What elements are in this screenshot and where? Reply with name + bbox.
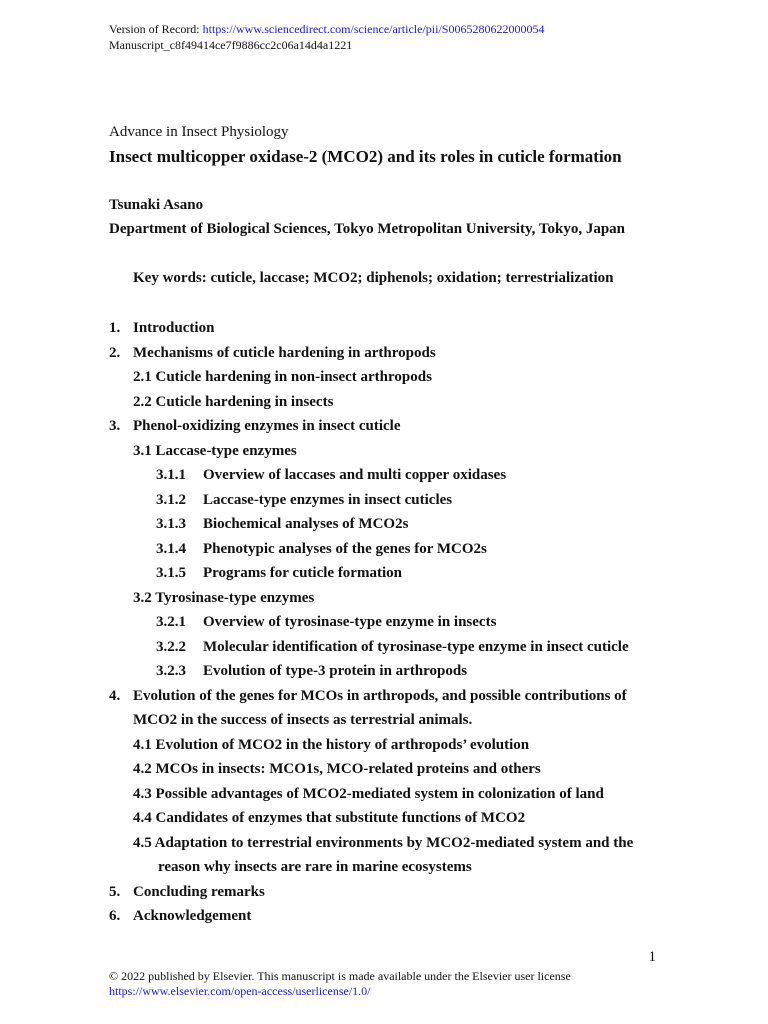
toc-text: Mechanisms of cuticle hardening in arthropods [133,344,436,361]
toc-text: Evolution of type-3 protein in arthropods [203,663,468,679]
toc-text: 4.2 MCOs in insects: MCO1s, MCO-related proteins and others [133,761,541,777]
toc-number: 3.2.2 [156,638,186,655]
toc-number: 6. [109,908,121,924]
toc-text: Overview of laccases and multi copper oxidases [203,467,507,483]
toc-text: reason why insects are rare in marine ecosystems [158,859,472,875]
toc-number: 4. [109,687,121,704]
toc-text: 4.1 Evolution of MCO2 in the history of arthropods’ evolution [133,736,530,753]
toc-text: 2.2 Cuticle hardening in insects [133,393,334,410]
toc-text: Phenotypic analyses of the genes for MCO2s [203,540,487,557]
journal-name: Advance in Insect Physiology [109,124,289,140]
toc-text: Laccase-type enzymes in insect cuticles [203,491,453,508]
toc-text: 4.3 Possible advantages of MCO2-mediated system in colonization of land [133,785,604,802]
license-url-link[interactable]: https://www.elsevier.com/open-access/userlicense/1.0/ [109,984,371,998]
toc-text: 3.1 Laccase-type enzymes [133,442,297,459]
version-of-record-line [109,22,544,36]
toc-text: Overview of tyrosinase-type enzyme in insects [203,614,497,630]
toc-text: Acknowledgement [133,908,252,924]
keywords: Key words: cuticle, laccase; MCO2; diphenols; oxidation; terrestrialization [133,270,614,286]
article-title: Insect multicopper oxidase-2 (MCO2) and its roles in cuticle formation [109,147,622,166]
manuscript-id: Manuscript_c8f49414ce7f9886cc2c06a14d4a1221 [109,38,353,52]
toc-number: 2. [109,344,121,361]
author-name: Tsunaki Asano [109,197,204,213]
license-line [109,984,370,998]
toc-text: Introduction [133,320,215,336]
page-number: 1 [648,949,656,965]
toc-number: 3.1.5 [156,565,186,581]
toc-number: 3.1.2 [156,491,186,508]
toc-number: 5. [109,883,121,900]
toc-number: 3.1.4 [156,540,186,557]
toc-text: Biochemical analyses of MCO2s [203,516,409,532]
toc-number: 3.2.3 [156,663,186,679]
toc-text: Molecular identification of tyrosinase-type enzyme in insect cuticle [203,638,629,655]
toc-text: 3.2 Tyrosinase-type enzymes [133,589,315,606]
toc-text: Evolution of the genes for MCOs in arthropods, and possible contributions of [133,687,627,704]
toc-number: 3. [109,418,121,434]
license-text: © 2022 published by Elsevier. This manuscript is made available under the Elsevier user license [109,969,571,983]
author-affiliation: Department of Biological Sciences, Tokyo Metropolitan University, Tokyo, Japan [109,221,625,237]
toc-text: 4.5 Adaptation to terrestrial environments by MCO2-mediated system and the [133,834,634,851]
toc-text: Programs for cuticle formation [203,565,402,581]
toc-text: Concluding remarks [133,883,265,900]
toc-text: 2.1 Cuticle hardening in non-insect arthropods [133,369,432,385]
toc-number: 3.1.1 [156,467,186,483]
version-url-link[interactable]: https://www.sciencedirect.com/science/article/pii/S0065280622000054 [202,22,545,36]
toc-text: 4.4 Candidates of enzymes that substitute functions of MCO2 [133,810,526,826]
toc-number: 3.1.3 [156,516,186,532]
toc-text: MCO2 in the success of insects as terrestrial animals. [133,712,473,728]
toc-number: 3.2.1 [156,614,186,630]
toc-text: Phenol-oxidizing enzymes in insect cuticle [133,418,401,434]
version-label: Version of Record: [109,22,203,36]
toc-number: 1. [109,320,121,336]
